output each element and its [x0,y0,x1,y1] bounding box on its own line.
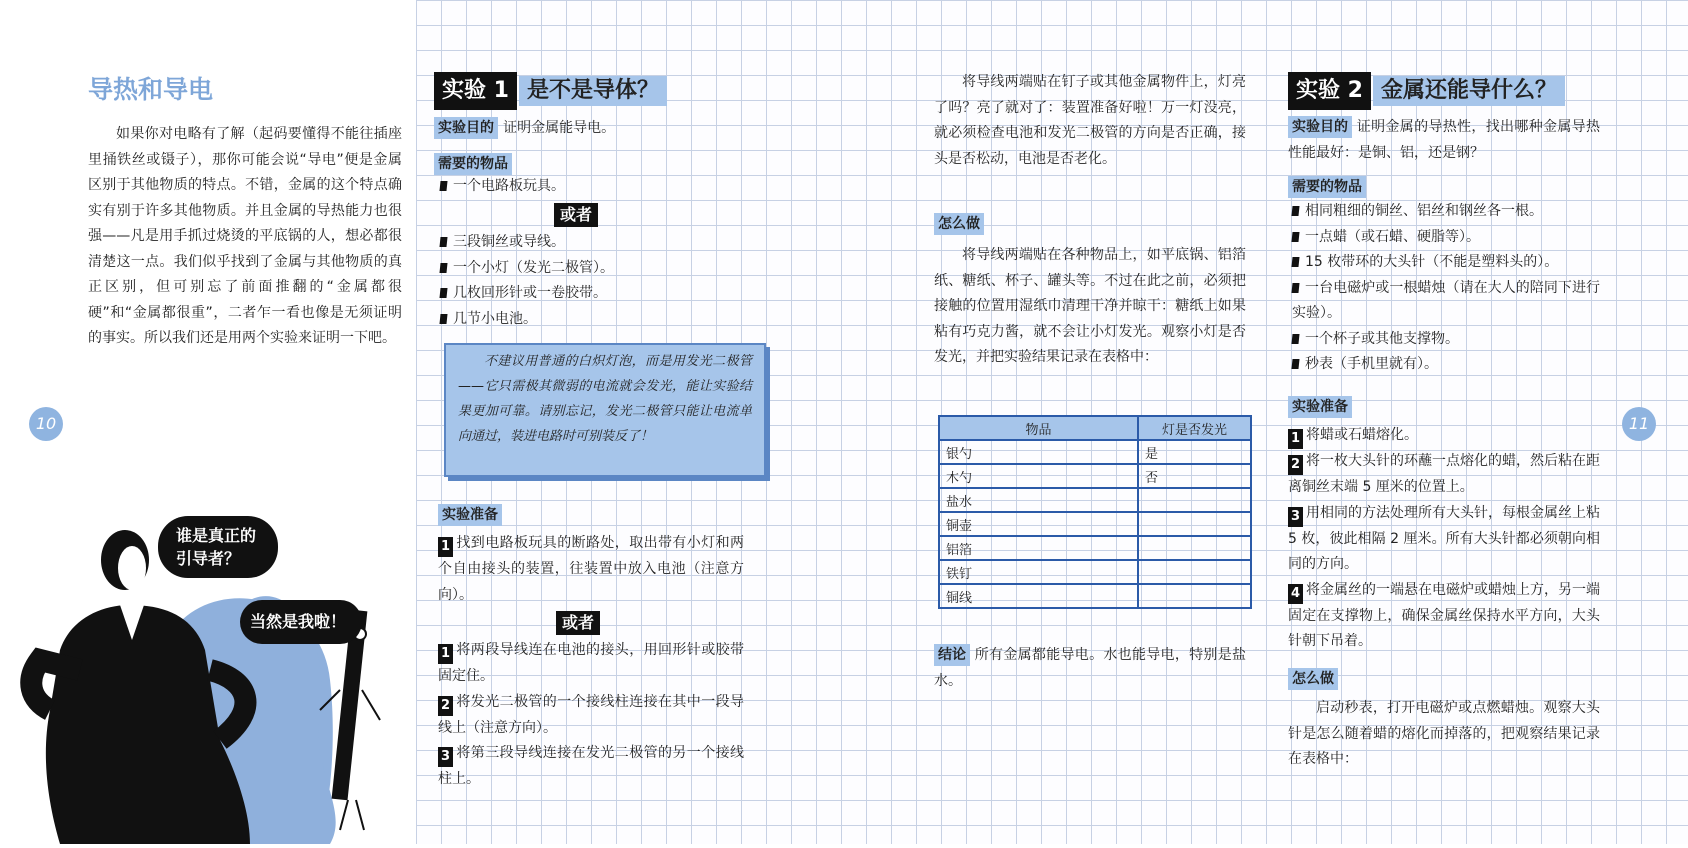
how-label-2 [1288,668,1338,690]
table-cell [1138,584,1251,608]
list-item [1292,250,1600,276]
prep-step [1288,501,1600,578]
or-label-2 [556,611,600,635]
list-item [1292,276,1600,327]
list-item-text: 三段铜丝或导线。 [453,234,565,250]
step-number: 1 [1288,429,1303,449]
list-item-text: 相同粗细的铜丝、铝丝和钢丝各一根。 [1305,203,1543,219]
table-cell [1138,536,1251,560]
page-number-left: 10 [29,407,63,441]
experiment-2-tag: 实验 2 [1288,72,1371,110]
prep-step [1288,423,1600,449]
or-label-text: 或者 [554,203,598,227]
list-item [440,256,614,282]
how-paragraph-2: 启动秒表，打开电磁炉或点燃蜡烛。观察大头针是怎么随着蜡的熔化而掉落的，把观察结果记录在表格中： [1288,700,1600,767]
step-number: 4 [1288,584,1303,604]
materials-b-list [440,230,614,332]
step-number: 2 [1288,455,1303,475]
table-cell: 木勺 [939,464,1138,488]
table-header: 物品 [939,416,1138,440]
list-item-text: 一个杯子或其他支撑物。 [1305,330,1459,347]
step-number-1: 1 [438,537,453,557]
prep-step [438,638,744,690]
prep-label-text: 实验准备 [1288,396,1352,418]
table-cell: 铁钉 [939,560,1138,584]
prep-step-1 [438,531,744,608]
table-cell: 盐水 [939,488,1138,512]
list-item [440,174,565,200]
table-cell: 铝箔 [939,536,1138,560]
table-header: 灯是否发光 [1138,416,1251,440]
purpose-text: 证明金属能导电。 [503,120,616,136]
note-box [444,343,766,477]
list-item-text: 15 枚带环的大头针（不能是塑料头的）。 [1305,254,1559,270]
page-title: 导热和导电 [88,75,214,104]
prep-label [438,504,502,526]
conclusion [934,643,1246,694]
list-item [440,307,614,333]
conclusion-label: 结论 [934,644,970,666]
purpose-label: 实验目的 [1288,116,1352,138]
prep-step-text: 将一枚大头针的环蘸一点熔化的蜡，然后粘在距离铜丝末端 5 厘米的位置上。 [1288,453,1600,495]
how-label-text: 怎么做 [934,213,984,235]
note-text: 不建议用普通的白炽灯泡，而是用发光二极管——它只需极其微弱的电流就会发光，能让实验结果更加可靠。请别忘记，发光二极管只能让电流单向通过，装进电路时可别装反了！ [458,354,752,444]
speech-bubble-1: 谁是真正的引导者？ [158,516,278,578]
prep-step-text: 将发光二极管的一个接线柱连接在其中一段导线上（注意方向）。 [438,693,744,736]
table-row [939,536,1251,560]
prep-step [438,690,744,742]
table-cell: 铜线 [939,584,1138,608]
prep-label-2 [1288,396,1352,418]
table-cell: 否 [1138,464,1251,488]
experiment-1-title: 是不是导体？ [519,76,667,106]
list-item-text: 一点蜡（或石蜡、硬脂等）。 [1305,228,1480,245]
intro-paragraph: 如果你对电略有了解（起码要懂得不能往插座里捅铁丝或镊子），那你可能会说“导电”便是金属区别于其他物质的特点。不错，金属的这个特点确实有别于许多其他物质。并且金属的导热能力也很强——凡是用手抓过烧烫的平底锅的人，想必都很清楚这一点。我们似乎找到了金属与其他物质的真正区别，但可别忘了前面推翻的“金属都很硬”和“金属都很重”，二者乍一看也像是无须证明的事实。所以我们还是用两个实验来证明一下吧。 [88,126,402,346]
prep-step [1288,449,1600,501]
mid-paragraph: 将导线两端贴在钉子或其他金属物件上，灯亮了吗？亮了就对了：装置准备好啦！万一灯没亮，就必须检查电池和发光二极管的方向是否正确，接头是否松动，电池是否老化。 [934,74,1246,167]
list-item [440,281,614,307]
list-item [1292,225,1600,251]
prep-steps-b [438,638,744,793]
list-item [1292,199,1600,225]
table-cell [1138,488,1251,512]
experiment-2-header [1288,72,1565,110]
prep-step [1288,578,1600,655]
how-label-text: 怎么做 [1288,668,1338,690]
results-table [938,415,1252,609]
list-item [440,230,614,256]
table-cell [1138,560,1251,584]
experiment-1-header [434,72,667,110]
conclusion-text: 所有金属都能导电。水也能导电，特别是盐水。 [934,647,1247,689]
materials-label-text: 需要的物品 [434,153,512,175]
table-row [939,560,1251,584]
or-label [554,203,598,227]
prep-step [438,741,744,793]
step-number: 3 [438,747,453,767]
table-row [939,440,1251,464]
experiment-2-title: 金属还能导什么？ [1373,76,1565,106]
purpose-label: 实验目的 [434,117,498,139]
list-item-text: 几枚回形针或一卷胶带。 [453,285,607,301]
or-label-text: 或者 [556,611,600,635]
step-number: 2 [438,696,453,716]
step-number: 3 [1288,507,1303,527]
page-number-right: 11 [1622,407,1656,441]
materials-list-2 [1292,199,1600,378]
table-row [939,512,1251,536]
prep-step-text: 将两段导线连在电池的接头，用回形针或胶带固定住。 [438,642,744,684]
prep-step-text: 用相同的方法处理所有大头针，每根金属丝上粘 5 枚，彼此相隔 2 厘米。所有大头针都必须朝向相同的方向。 [1288,504,1600,572]
prep-step-text: 将第三段导线连接在发光二极管的另一个接线柱上。 [438,745,744,787]
table-row [939,464,1251,488]
table-cell: 铜壶 [939,512,1138,536]
how-label [934,213,984,235]
prep-label-text: 实验准备 [438,504,502,526]
experiment-1-purpose [434,116,744,142]
prep-step-text: 找到电路板玩具的断路处，取出带有小灯和两个自由接头的装置，往装置中放入电池（注意方向）。 [438,535,744,603]
table-cell: 银勺 [939,440,1138,464]
list-item [1292,327,1600,353]
materials-label-2 [1288,176,1366,198]
step-number: 1 [438,644,453,664]
table-row [939,488,1251,512]
table-row [939,584,1251,608]
table-cell: 是 [1138,440,1251,464]
list-item [1292,352,1600,378]
list-item-text: 一台电磁炉或一根蜡烛（请在大人的陪同下进行实验）。 [1292,279,1600,321]
materials-label [434,153,512,175]
speech-bubble-2: 当然是我啦！ [240,600,362,644]
list-item-text: 几节小电池。 [453,310,537,327]
experiment-1-tag: 实验 1 [434,72,517,110]
list-item-text: 一个电路板玩具。 [453,178,565,194]
prep-steps-2 [1288,423,1600,655]
list-item-text: 一个小灯（发光二极管）。 [453,259,614,276]
experiment-2-purpose [1288,115,1600,166]
materials-label-text: 需要的物品 [1288,176,1366,198]
prep-step-text: 将蜡或石蜡熔化。 [1306,427,1418,443]
table-cell [1138,512,1251,536]
purpose-text: 证明金属的导热性，找出哪种金属导热性能最好：是铜、铝，还是钢？ [1288,119,1601,161]
prep-step-text: 将金属丝的一端悬在电磁炉或蜡烛上方，另一端固定在支撑物上，确保金属丝保持水平方向，大头针朝下吊着。 [1288,581,1600,649]
how-paragraph: 将导线两端贴在各种物品上，如平底锅、铝箔纸、糖纸、杯子、罐头等。不过在此之前，必须把接触的位置用湿纸巾清理干净并晾干：糖纸上如果粘有巧克力酱，就不会让小灯发光。观察小灯是否发光，并把实验结果记录在表格中： [934,247,1246,365]
list-item-text: 秒表（手机里就有）。 [1305,356,1438,372]
